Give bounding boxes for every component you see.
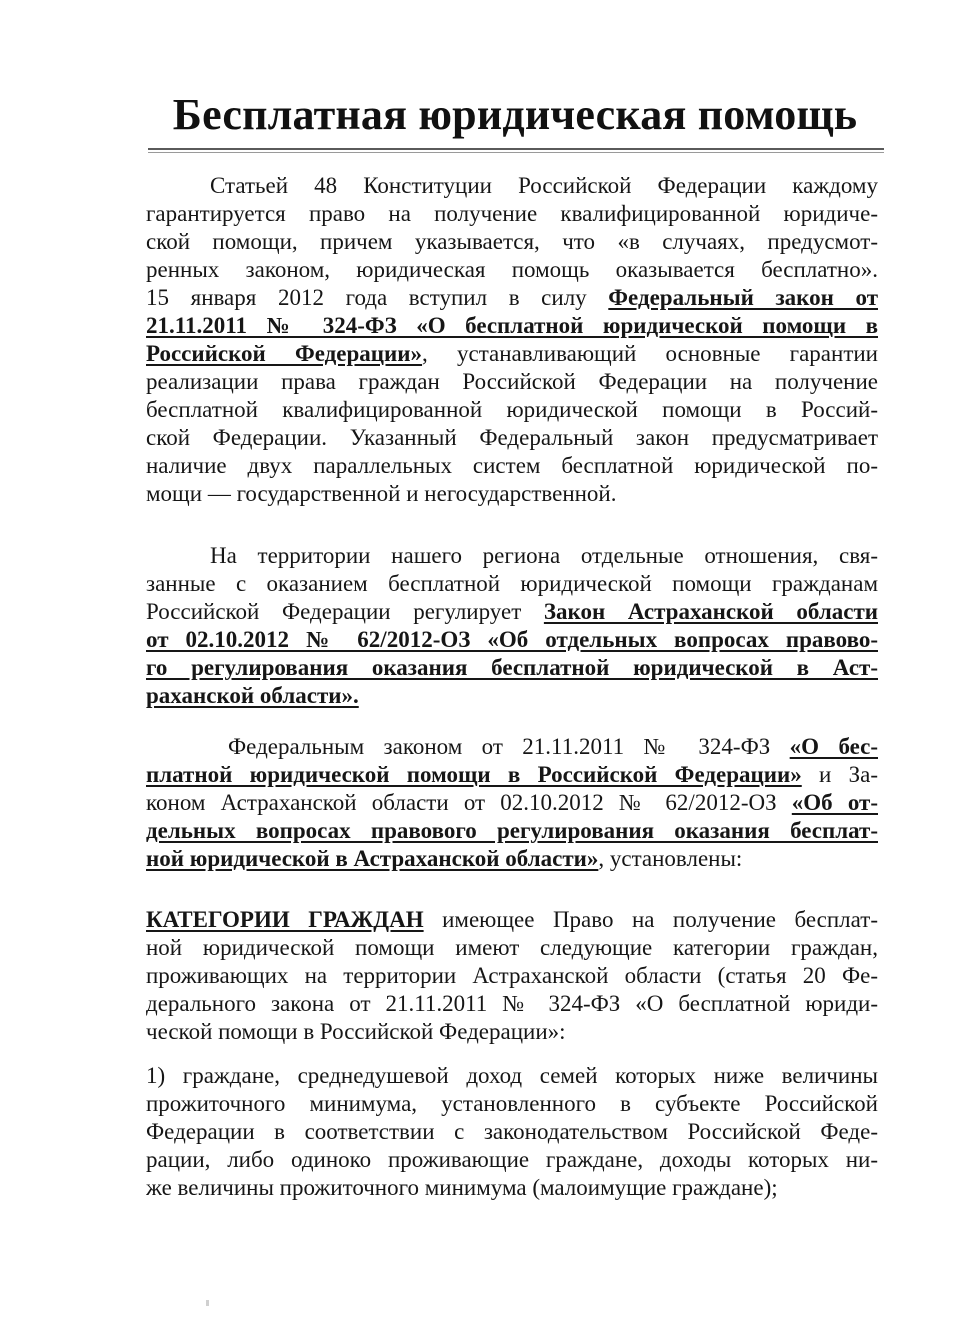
regional-law-link[interactable]: дельных вопросах правового регулирования оказания бесплат- bbox=[146, 818, 878, 843]
federal-law-link[interactable]: платной юридической помощи в Российской Федерации» bbox=[146, 762, 802, 787]
text-span: и За- bbox=[801, 762, 878, 787]
categories-heading: КАТЕГОРИИ ГРАЖДАН bbox=[146, 907, 424, 932]
text-span: Российской Федерации регулирует bbox=[146, 599, 544, 624]
text-line: занные с оказанием бесплатной юридической помощи гражданам bbox=[146, 571, 878, 596]
regional-law-link[interactable]: ной юридической в Астраханской области» bbox=[146, 846, 599, 871]
text-line: Федерации в соответствии с законодательством Российской Феде- bbox=[146, 1119, 878, 1144]
regional-law-link[interactable]: «Об от- bbox=[791, 790, 878, 815]
text-line: наличие двух параллельных систем бесплатной юридической по- bbox=[146, 453, 878, 478]
text-line: прожиточного минимума, установленного в субъекте Российской bbox=[146, 1091, 878, 1116]
text-line: рации, либо одиноко проживающие граждане, доходы которых ни- bbox=[146, 1147, 878, 1172]
text-line: Статьей 48 Конституции Российской Федерации каждому bbox=[210, 173, 878, 198]
regional-law-link[interactable]: го регулирования оказания бесплатной юридической в Аст- bbox=[146, 655, 878, 680]
text-line bbox=[146, 789, 878, 817]
document-title: Бесплатная юридическая помощь bbox=[172, 90, 858, 139]
federal-law-link[interactable]: «О бес- bbox=[789, 734, 878, 759]
text-line: гарантируется право на получение квалифицированной юридиче- bbox=[146, 201, 878, 226]
text-line bbox=[146, 845, 878, 873]
text-span: коном Астраханской области от 02.10.2012 № 62/2012-ОЗ bbox=[146, 790, 792, 815]
text-span: 15 января 2012 года вступил в силу bbox=[146, 285, 609, 310]
text-line bbox=[146, 906, 878, 934]
text-line bbox=[146, 284, 878, 312]
text-line bbox=[146, 340, 878, 368]
text-span: , устанавливающий основные гарантии bbox=[422, 341, 878, 366]
text-line: ной юридической помощи имеют следующие категории граждан, bbox=[146, 935, 878, 960]
text-line: ской Федерации. Указанный Федеральный закон предусматривает bbox=[146, 425, 878, 450]
text-span: имеющее Право на получение бесплат- bbox=[423, 907, 878, 932]
scan-speck bbox=[206, 1300, 209, 1306]
text-line: реализации права граждан Российской Федерации на получение bbox=[146, 369, 878, 394]
federal-law-link[interactable]: Российской Федерации» bbox=[146, 341, 423, 366]
title-underline-thin bbox=[148, 152, 884, 153]
text-line bbox=[146, 761, 878, 789]
regional-law-link[interactable]: Закон Астраханской области bbox=[543, 599, 878, 624]
text-line: ской помощи, причем указывается, что «в случаях, предусмот- bbox=[146, 229, 878, 254]
text-line bbox=[146, 598, 878, 626]
text-line: проживающих на территории Астраханской области (статья 20 Фе- bbox=[146, 963, 878, 988]
regional-law-link[interactable]: раханской области». bbox=[146, 683, 359, 708]
text-line: бесплатной квалифицированной юридической помощи в Россий- bbox=[146, 397, 878, 422]
text-line: ческой помощи в Российской Федерации»: bbox=[146, 1019, 566, 1044]
text-line: На территории нашего региона отдельные отношения, свя- bbox=[210, 543, 878, 568]
regional-law-link[interactable]: от 02.10.2012 № 62/2012-ОЗ «Об отдельных вопросах правово- bbox=[146, 627, 878, 652]
federal-law-link[interactable]: Федеральный закон от bbox=[608, 285, 878, 310]
text-line bbox=[146, 682, 878, 710]
text-line: мощи — государственной и негосударственной. bbox=[146, 481, 617, 506]
text-line: ренных законом, юридическая помощь оказывается бесплатно». bbox=[146, 257, 878, 282]
text-line: 1) граждане, среднедушевой доход семей которых ниже величины bbox=[146, 1063, 878, 1088]
text-line bbox=[146, 733, 878, 761]
text-line: же величины прожиточного минимума (малоимущие граждане); bbox=[146, 1175, 778, 1200]
title-underline bbox=[148, 148, 884, 150]
text-span: , установлены: bbox=[598, 846, 743, 871]
text-span: Федеральным законом от 21.11.2011 № 324-ФЗ bbox=[228, 734, 790, 759]
federal-law-link[interactable]: 21.11.2011 № 324-ФЗ «О бесплатной юридической помощи в bbox=[146, 313, 878, 338]
text-line: дерального закона от 21.11.2011 № 324-ФЗ «О бесплатной юриди- bbox=[146, 991, 878, 1016]
